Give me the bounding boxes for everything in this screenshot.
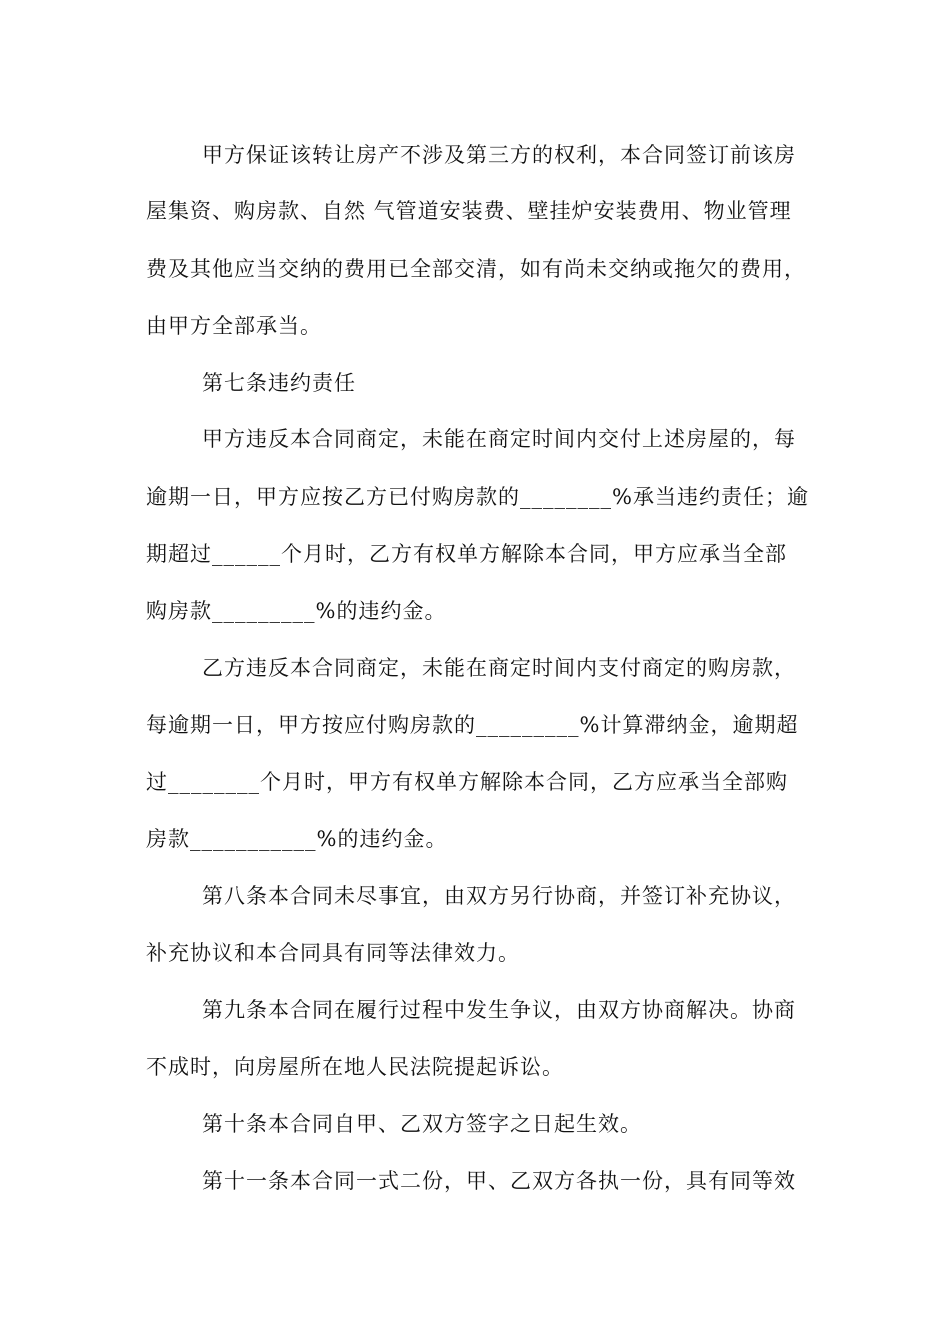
- text-line: 屋集资、购房款、自然 气管道安装费、壁挂炉安装费用、物业管理: [146, 199, 792, 223]
- text-line: 甲方保证该转让房产不涉及第三方的权利，本合同签订前该房: [202, 143, 796, 167]
- text-line: 房款___________%的违约金。: [146, 827, 448, 851]
- text-line: 甲方违反本合同商定，未能在商定时间内交付上述房屋的，每: [202, 427, 796, 451]
- text-line: 期超过______个月时，乙方有权单方解除本合同，甲方应承当全部: [146, 542, 787, 566]
- text-line: 每逾期一日，甲方按应付购房款的_________%计算滞纳金，逾期超: [146, 713, 799, 737]
- text-line: 购房款_________%的违约金。: [146, 599, 447, 623]
- text-line: 第八条本合同未尽事宜，由双方另行协商，并签订补充协议，: [202, 884, 796, 908]
- text-line: 逾期一日，甲方应按乙方已付购房款的________%承当违约责任；逾: [146, 485, 809, 509]
- text-line: 第十条本合同自甲、乙双方签字之日起生效。: [202, 1112, 642, 1136]
- text-line: 费及其他应当交纳的费用已全部交清，如有尚未交纳或拖欠的费用，: [146, 257, 806, 281]
- section-heading: 第七条违约责任: [202, 371, 356, 395]
- text-line: 第九条本合同在履行过程中发生争议，由双方协商解决。协商: [202, 998, 796, 1022]
- text-line: 补充协议和本合同具有同等法律效力。: [146, 941, 520, 965]
- text-line: 过________个月时，甲方有权单方解除本合同，乙方应承当全部购: [146, 770, 788, 794]
- text-line: 由甲方全部承当。: [146, 314, 322, 338]
- text-line: 不成时，向房屋所在地人民法院提起诉讼。: [146, 1055, 564, 1079]
- text-line: 第十一条本合同一式二份，甲、乙双方各执一份，具有同等效: [202, 1169, 796, 1193]
- text-line: 乙方违反本合同商定，未能在商定时间内支付商定的购房款，: [202, 656, 796, 680]
